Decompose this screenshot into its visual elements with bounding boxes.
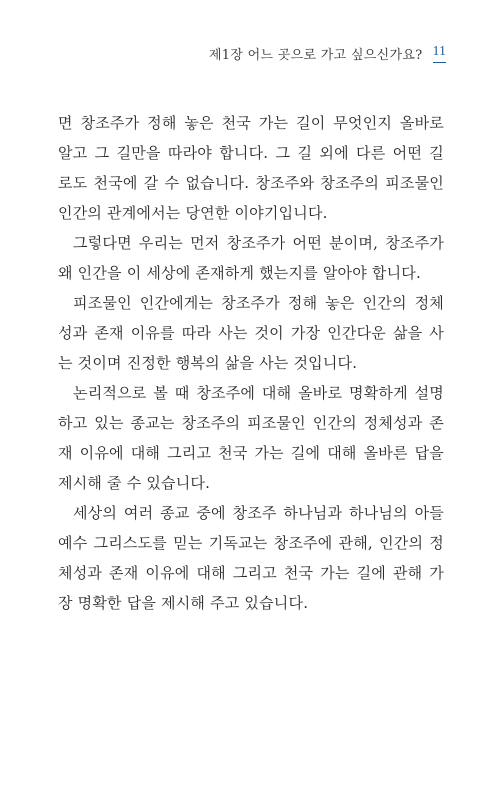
text-line: 알고 그 길만을 따라야 합니다. 그 길 외에 다른 어떤 길 bbox=[58, 144, 444, 162]
paragraph bbox=[58, 228, 444, 288]
text-line: 예수 그리스도를 믿는 기독교는 창조주에 관해, 인간의 정 bbox=[58, 534, 444, 552]
text-line: 하고 있는 종교는 창조주의 피조물인 인간의 정체성과 존 bbox=[58, 414, 444, 432]
text-line: 성과 존재 이유를 따라 사는 것이 가장 인간다운 삶을 사 bbox=[58, 324, 444, 342]
text-line: 세상의 여러 종교 중에 창조주 하나님과 하나님의 아들 bbox=[73, 504, 444, 522]
text-line: 재 이유에 대해 그리고 천국 가는 길에 대해 올바른 답을 bbox=[58, 444, 444, 462]
text-line: 왜 인간을 이 세상에 존재하게 했는지를 알아야 합니다. bbox=[58, 264, 421, 282]
text-line: 면 창조주가 정해 놓은 천국 가는 길이 무엇인지 올바로 bbox=[58, 114, 444, 132]
paragraph bbox=[58, 288, 444, 378]
text-line: 체성과 존재 이유에 대해 그리고 천국 가는 길에 관해 가 bbox=[58, 564, 444, 582]
text-line: 는 것이며 진정한 행복의 삶을 사는 것입니다. bbox=[58, 354, 358, 372]
text-line: 논리적으로 볼 때 창조주에 대해 올바로 명확하게 설명 bbox=[73, 384, 444, 402]
text-line: 제시해 줄 수 있습니다. bbox=[58, 474, 211, 492]
paragraph bbox=[58, 498, 444, 618]
text-line: 장 명확한 답을 제시해 주고 있습니다. bbox=[58, 594, 309, 612]
text-line: 그렇다면 우리는 먼저 창조주가 어떤 분이며, 창조주가 bbox=[73, 234, 444, 252]
paragraph bbox=[58, 108, 444, 228]
text-line: 인간의 관계에서는 당연한 이야기입니다. bbox=[58, 204, 328, 222]
paragraph bbox=[58, 378, 444, 498]
text-line: 피조물인 인간에게는 창조주가 정해 놓은 인간의 정체 bbox=[73, 294, 444, 312]
body-text bbox=[58, 108, 444, 618]
text-line: 로도 천국에 갈 수 없습니다. 창조주와 창조주의 피조물인 bbox=[58, 174, 444, 192]
page-number: 11 bbox=[433, 45, 446, 63]
chapter-title: 제1장 어느 곳으로 가고 싶으신가요? bbox=[208, 48, 423, 63]
running-header bbox=[209, 44, 446, 63]
